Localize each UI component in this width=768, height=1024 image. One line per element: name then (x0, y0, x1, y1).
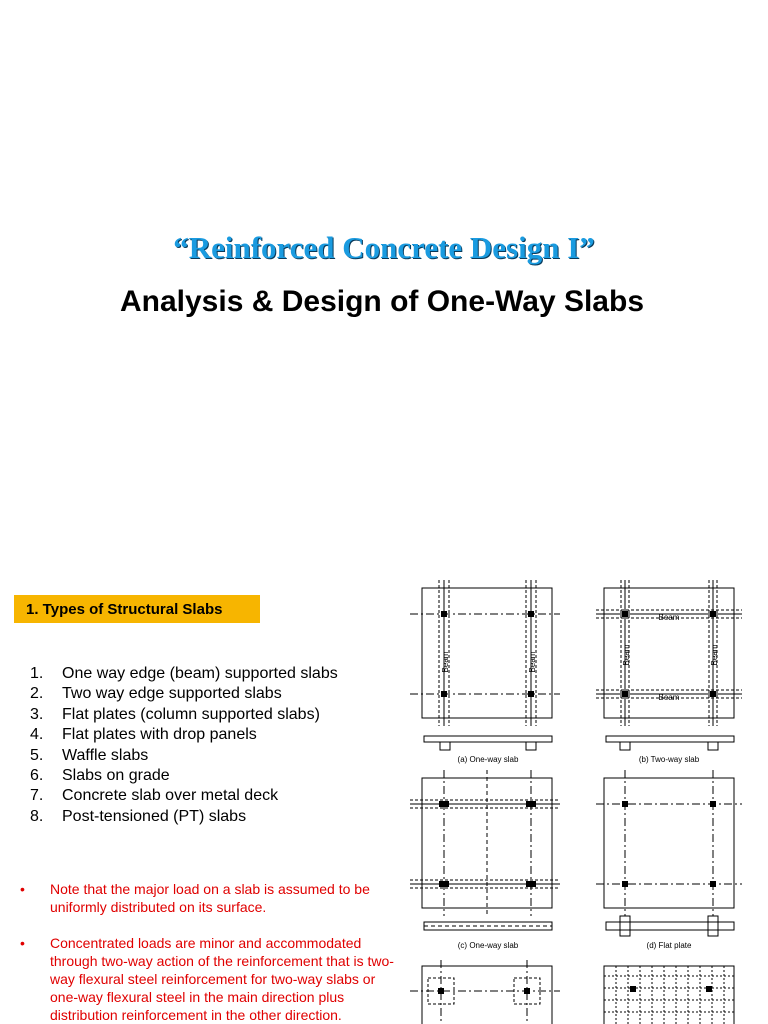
figure-e-plan (410, 960, 560, 1024)
figure-c-plan (410, 770, 560, 916)
list-item (30, 725, 338, 745)
bullet-icon: • (20, 935, 25, 951)
list-item (30, 705, 338, 725)
document-subtitle: Analysis & Design of One-Way Slabs (119, 285, 645, 318)
list-label: Concrete slab over metal deck (62, 787, 279, 805)
figure-d-plan (596, 770, 742, 916)
section-heading: 1. Types of Structural Slabs (14, 595, 260, 623)
list-item (30, 746, 338, 766)
list-label: Two way edge supported slabs (62, 685, 282, 703)
column-markers (438, 611, 716, 994)
note-text: Concentrated loads are minor and accommodated through two-way action of the reinforcement that is two-way flexural steel reinforcement for two-way slabs or one-way flexural steel in the main direction plus distribution reinforcement in the other direction. (50, 935, 394, 1023)
list-label: Waffle slabs (62, 746, 149, 764)
figure-c-caption: (c) One-way slab (457, 941, 519, 950)
note-uniform-load (20, 880, 400, 916)
list-number: 5. (30, 746, 44, 764)
figure-a-caption: (a) One-way slab (457, 755, 519, 764)
figure-c-section (424, 922, 552, 930)
figure-d-caption: (d) Flat plate (646, 941, 692, 950)
document-title: “Reinforced Concrete Design I” (173, 230, 595, 265)
list-item (30, 807, 338, 827)
list-label: Post-tensioned (PT) slabs (62, 807, 247, 825)
list-number: 6. (30, 767, 44, 785)
list-label: Slabs on grade (62, 767, 170, 785)
beam-label-b-right: Beam (710, 644, 719, 666)
beam-label-b-bottom: Beam (658, 693, 680, 702)
list-label: One way edge (beam) supported slabs (62, 665, 338, 682)
list-item (30, 684, 338, 704)
slab-types-list (30, 664, 338, 827)
slab-diagrams (410, 580, 760, 1024)
list-number: 2. (30, 685, 44, 703)
list-number: 1. (30, 665, 44, 682)
figure-a-section (424, 736, 552, 750)
figure-a-plan (410, 580, 560, 726)
beam-label-b-left: Beam (622, 644, 631, 666)
figure-b-caption: (b) Two-way slab (638, 755, 700, 764)
list-label: Flat plates (column supported slabs) (62, 705, 320, 723)
list-item (30, 664, 338, 684)
beam-label-a-right: Beam (528, 651, 537, 673)
list-label: Flat plates with drop panels (62, 726, 257, 744)
list-number: 8. (30, 807, 44, 825)
figure-f-plan (604, 966, 734, 1024)
note-text: Note that the major load on a slab is assumed to be uniformly distributed on its surface. (50, 881, 370, 915)
figure-b-plan (596, 580, 742, 726)
list-item (30, 766, 338, 786)
figure-d-section (606, 916, 734, 936)
list-item (30, 786, 338, 806)
bullet-icon: • (20, 881, 25, 897)
list-number: 4. (30, 726, 44, 744)
beam-label-b-top: Beam (658, 613, 680, 622)
beam-label-a-left: Beam (441, 651, 450, 673)
list-number: 3. (30, 705, 44, 723)
note-concentrated-load (20, 934, 400, 1024)
figure-b-section (606, 736, 734, 750)
list-number: 7. (30, 787, 44, 805)
